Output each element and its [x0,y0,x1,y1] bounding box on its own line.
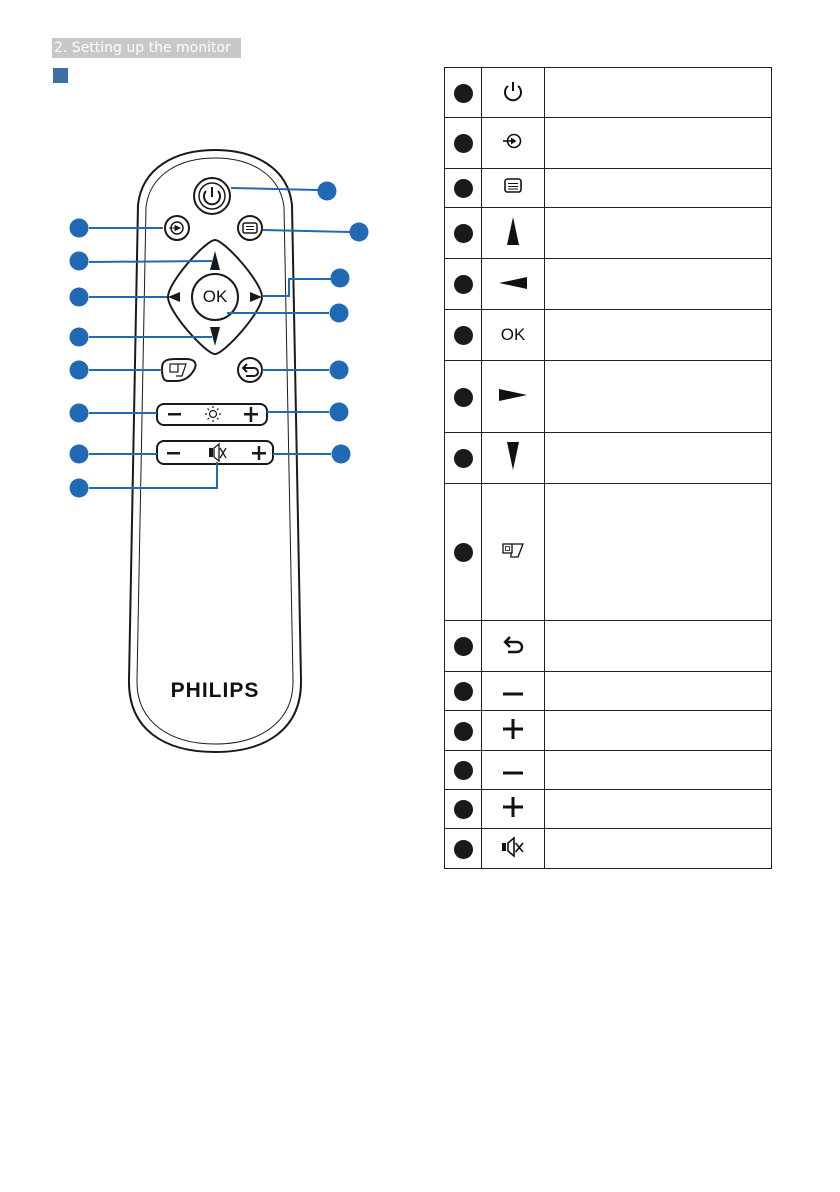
right-arrow-icon [498,388,528,402]
callout-badge-back [330,361,349,380]
table-row [445,208,772,259]
menu-button [238,216,262,240]
callout-badge-smartimage [70,361,89,380]
back-icon [501,633,525,655]
ok-button-label: OK [202,287,228,306]
back-icon [243,364,258,376]
callout-badge-volume-plus [332,445,351,464]
remote-key-table [444,67,772,869]
minus-icon [501,691,525,697]
table-row [445,621,772,672]
row-number-dot [454,722,473,741]
brightness-plus-v [250,407,253,422]
callout-badge-down [70,328,89,347]
remote-body-inner-outline [137,158,293,744]
brand-logo: PHILIPS [170,679,260,702]
row-number-dot [454,326,473,345]
callout-badge-right [331,269,350,288]
callout-badge-volume-minus [70,445,89,464]
row-description [545,361,772,433]
plus-icon [501,717,525,741]
table-row [445,259,772,310]
table-row [445,672,772,711]
callout-badge-input [70,219,89,238]
table-row [445,361,772,433]
left-arrow-icon [498,276,528,290]
callout-line-up [89,261,212,262]
row-description [545,118,772,169]
callout-badge-up [70,252,89,271]
row-description [545,208,772,259]
row-number-dot [454,840,473,859]
table-row [445,711,772,751]
table-row [445,751,772,790]
input-icon [501,129,525,153]
callout-line-power [231,188,318,190]
table-row [445,118,772,169]
row-description [545,711,772,751]
row-description [545,484,772,621]
row-number-dot [454,179,473,198]
volume-minus [167,452,180,455]
row-number-dot [454,449,473,468]
row-description [545,310,772,361]
ok-icon: OK [500,325,526,344]
row-description [545,790,772,829]
row-description [545,672,772,711]
plus-icon [501,795,525,819]
smartimage-button [162,359,196,381]
callout-line-mute [89,462,217,488]
callout-badge-mute [70,479,89,498]
mute-speaker [209,448,213,457]
row-number-dot [454,224,473,243]
table-row [445,829,772,869]
row-description [545,829,772,869]
remote-control-figure [0,0,420,800]
power-icon [204,187,220,204]
callout-badge-brightness-minus [70,404,89,423]
section-tag: 2. Setting up the monitor [52,38,241,58]
row-description [545,169,772,208]
dpad-left-arrow [168,292,180,302]
row-number-dot [454,84,473,103]
callout-badge-ok [330,304,349,323]
dpad-right-arrow [250,292,262,302]
table-row [445,790,772,829]
callout-badge-power [318,182,337,201]
callout-line-right [262,279,331,296]
table-row [445,169,772,208]
row-number-dot [454,275,473,294]
power-icon [502,80,524,102]
volume-plus-v [258,446,261,460]
mute-icon [500,836,526,858]
row-number-dot [454,761,473,780]
brightness-minus [168,413,181,416]
row-description [545,751,772,790]
table-row [445,68,772,118]
row-number-dot [454,682,473,701]
menu-icon [502,177,524,195]
callout-badge-left [70,288,89,307]
callout-badge-menu [350,223,369,242]
table-row [445,310,772,361]
callout-badge-brightness-plus [330,403,349,422]
minus-icon [501,770,525,776]
row-description [545,433,772,484]
row-number-dot [454,637,473,656]
callout-line-menu [263,230,350,232]
brightness-icon [210,411,217,418]
table-row [445,433,772,484]
row-description [545,259,772,310]
row-number-dot [454,543,473,562]
row-description [545,68,772,118]
down-arrow-icon [505,441,521,471]
smartimage-icon [500,540,526,560]
row-number-dot [454,800,473,819]
up-arrow-icon [505,216,521,246]
row-number-dot [454,388,473,407]
row-number-dot [454,134,473,153]
table-row [445,484,772,621]
row-description [545,621,772,672]
